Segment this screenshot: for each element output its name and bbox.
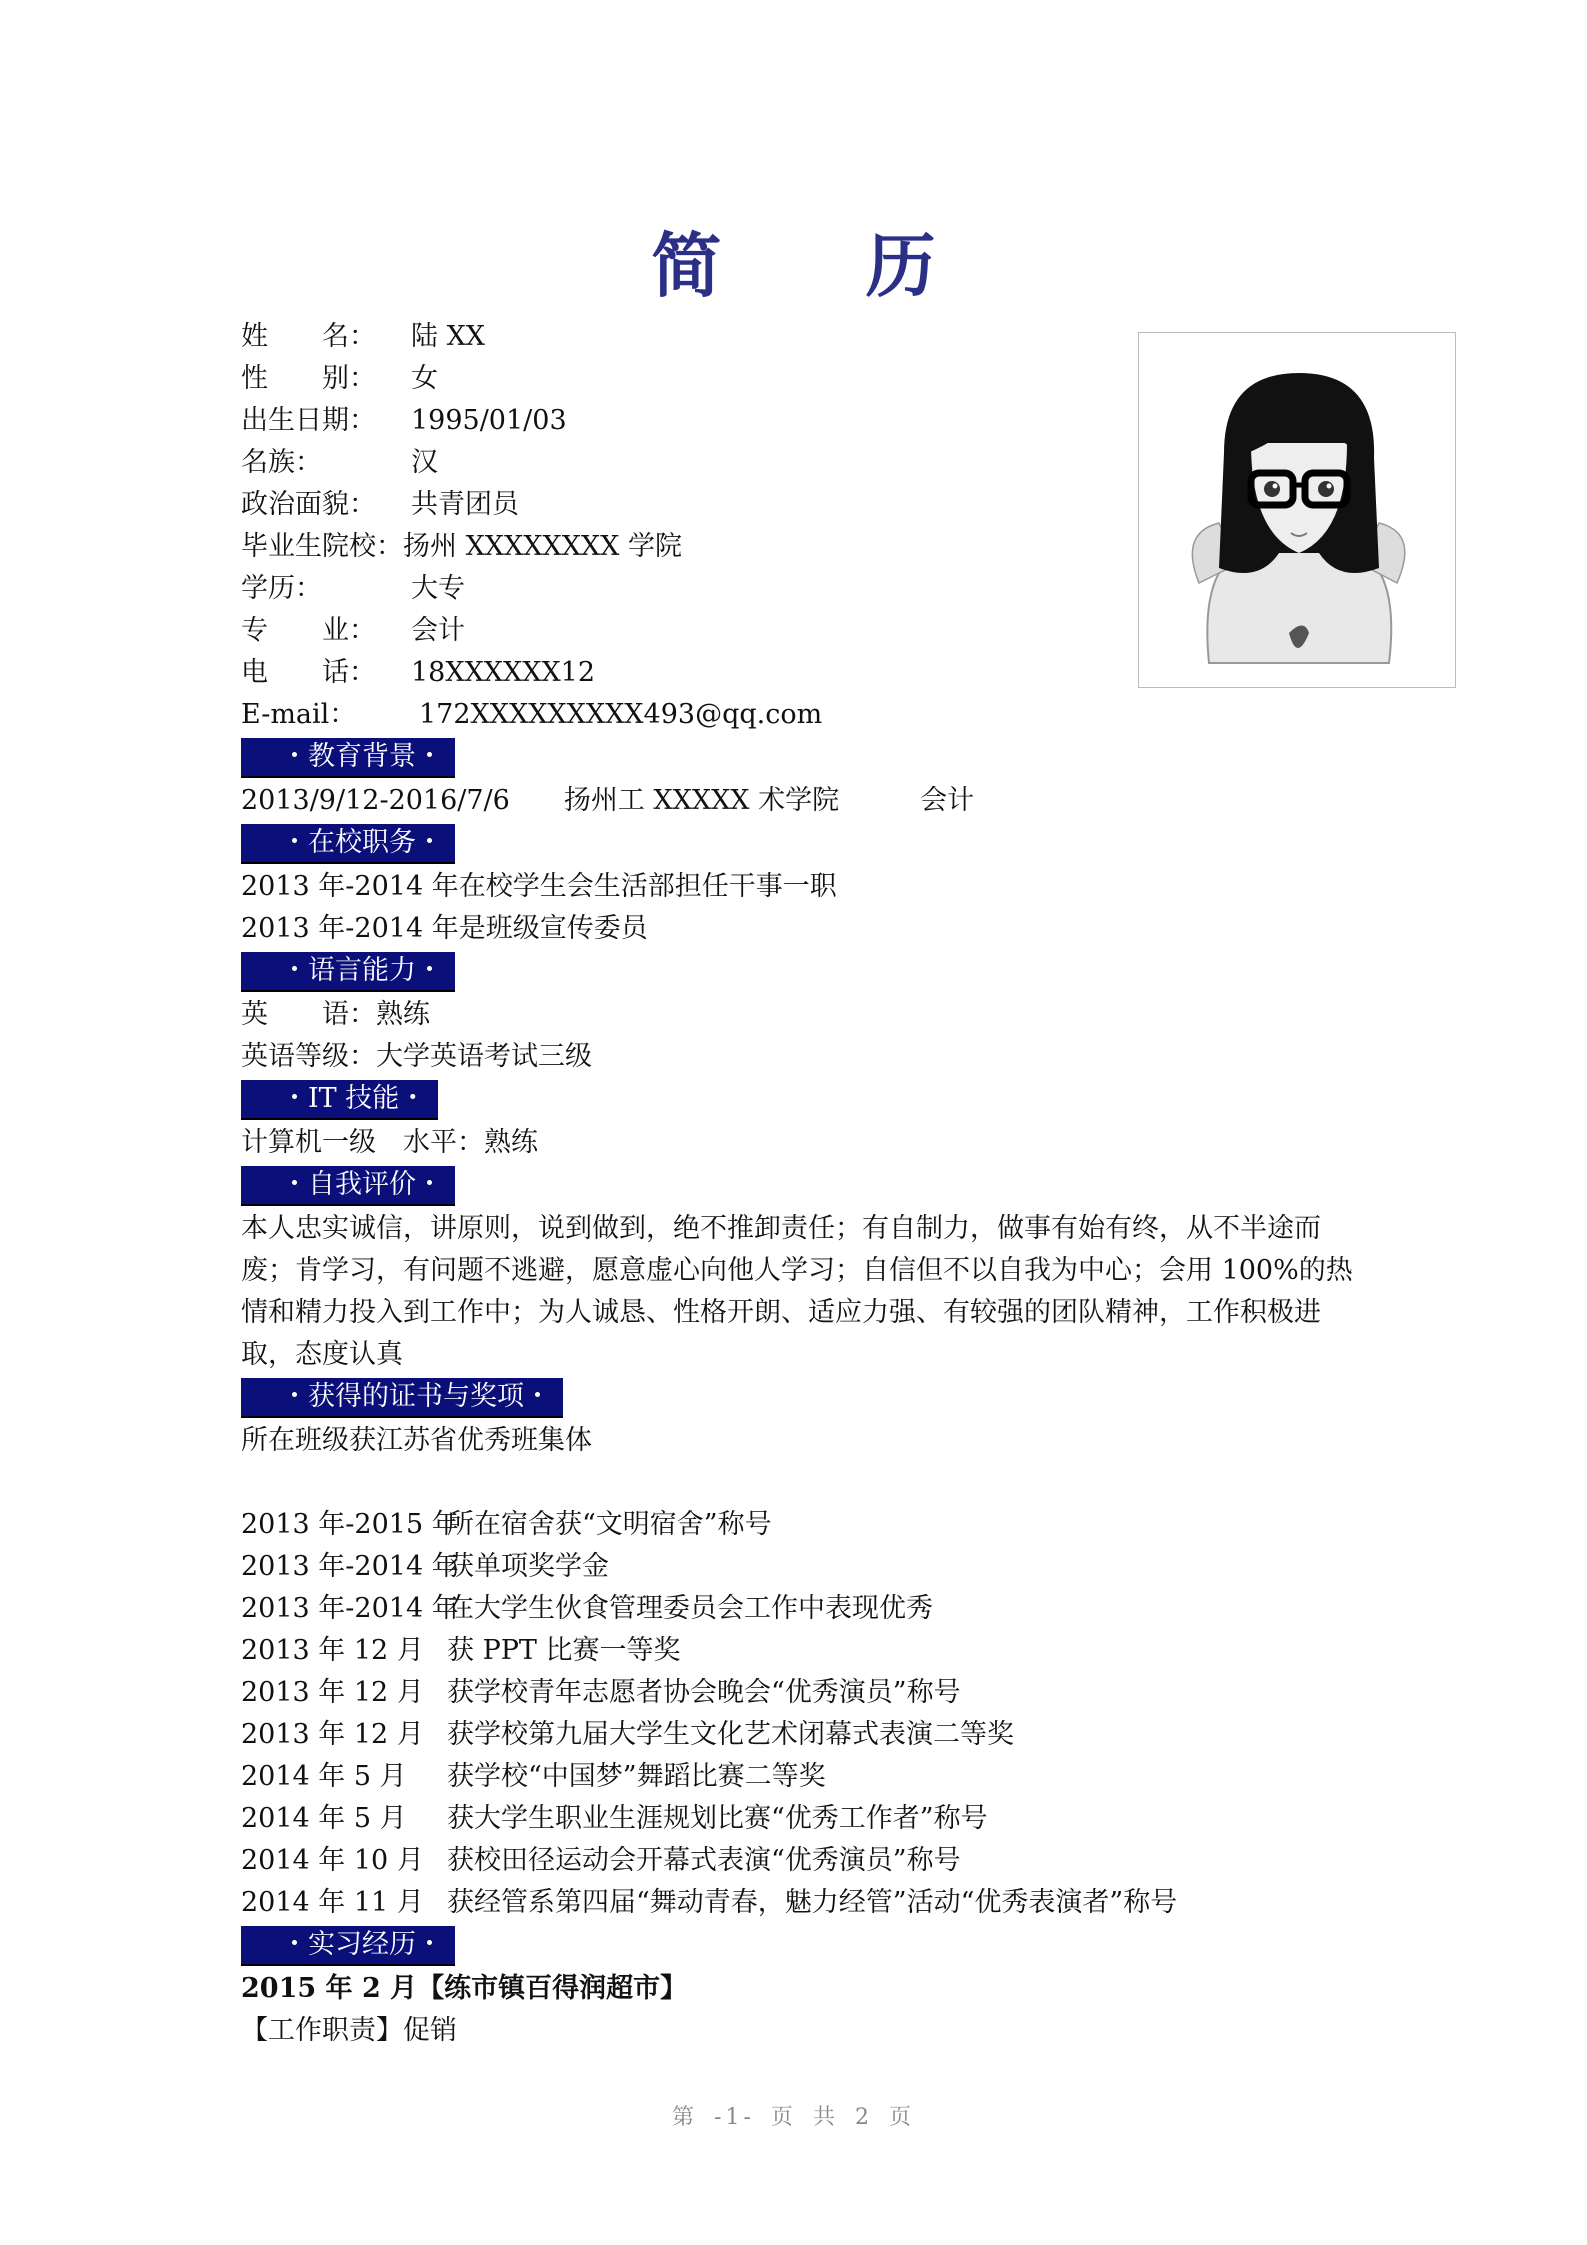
- self-evaluation-text: 本人忠实诚信，讲原则，说到做到，绝不推卸责任；有自制力，做事有始有终，从不半途而废；肯学习，有问题不逃避，愿意虚心向他人学习；自信但不以自我为中心；会用 100%的热情和精力投入到工作中；为人诚恳、性格开朗、适应力强、有较强的团队精神，工作积极进取，态度认真: [241, 1213, 1353, 1370]
- page-footer: 第 -1- 页 共 2 页: [672, 2105, 915, 2130]
- award-item: 2014 年 5 月 获学校“中国梦”舞蹈比赛二等奖: [241, 1761, 826, 1792]
- education-entry: 2013/9/12-2016/7/6 扬州工 XXXXX 术学院 会计: [241, 785, 975, 816]
- award-item: 2014 年 10 月 获校田径运动会开幕式表演“优秀演员”称号: [241, 1845, 961, 1876]
- info-row-birthdate: 出生日期： 1995/01/03: [241, 405, 567, 436]
- section-header-it-skills: ・IT 技能・: [241, 1080, 438, 1120]
- info-row-major: 专 业： 会计: [241, 615, 465, 646]
- award-item: 2013 年 12 月 获 PPT 比赛一等奖: [241, 1635, 681, 1666]
- info-row-political-status: 政治面貌： 共青团员: [241, 489, 519, 520]
- internship-title: 2015 年 2 月【练市镇百得润超市】: [241, 1973, 688, 2004]
- section-header-internship: ・实习经历・: [241, 1926, 455, 1966]
- info-row-phone: 电 话： 18XXXXXX12: [241, 657, 596, 688]
- info-row-school: 毕业生院校：扬州 XXXXXXXX 学院: [241, 531, 682, 562]
- language-item: 英语等级：大学英语考试三级: [241, 1041, 592, 1072]
- school-role-item: 2013 年-2014 年是班级宣传委员: [241, 913, 648, 944]
- it-skill-item: 计算机一级 水平：熟练: [241, 1127, 538, 1158]
- award-item: 2014 年 11 月 获经管系第四届“舞动青春，魅力经管”活动“优秀表演者”称号: [241, 1887, 1178, 1918]
- section-header-language: ・语言能力・: [241, 952, 455, 992]
- info-row-ethnicity: 名族： 汉: [241, 447, 438, 478]
- award-item: 2013 年-2015 年所在宿舍获“文明宿舍”称号: [241, 1509, 772, 1540]
- school-role-item: 2013 年-2014 年在校学生会生活部担任干事一职: [241, 871, 837, 902]
- section-header-awards: ・获得的证书与奖项・: [241, 1378, 563, 1418]
- section-header-self-evaluation: ・自我评价・: [241, 1166, 455, 1206]
- info-row-email: E-mail： 172XXXXXXXXX493@qq.com: [241, 699, 823, 730]
- award-item: 2013 年 12 月 获学校第九届大学生文化艺术闭幕式表演二等奖: [241, 1719, 1014, 1750]
- personal-info: [241, 316, 1361, 736]
- page-title: 简 历: [651, 224, 996, 307]
- award-item: 2013 年 12 月 获学校青年志愿者协会晚会“优秀演员”称号: [241, 1677, 961, 1708]
- award-item: 2014 年 5 月 获大学生职业生涯规划比赛“优秀工作者”称号: [241, 1803, 988, 1834]
- internship-duty: 【工作职责】促销: [241, 2015, 457, 2046]
- info-row-degree: 学历： 大专: [241, 573, 465, 604]
- info-row-gender: 性 别： 女: [241, 363, 438, 394]
- section-header-school-roles: ・在校职务・: [241, 824, 455, 864]
- info-row-name: 姓 名： 陆 XX: [241, 321, 486, 352]
- award-first: 所在班级获江苏省优秀班集体: [241, 1425, 592, 1456]
- language-item: 英 语：熟练: [241, 999, 430, 1030]
- award-item: 2013 年-2014 年在大学生伙食管理委员会工作中表现优秀: [241, 1593, 933, 1624]
- section-header-education: ・教育背景・: [241, 738, 455, 778]
- award-item: 2013 年-2014 年获单项奖学金: [241, 1551, 609, 1582]
